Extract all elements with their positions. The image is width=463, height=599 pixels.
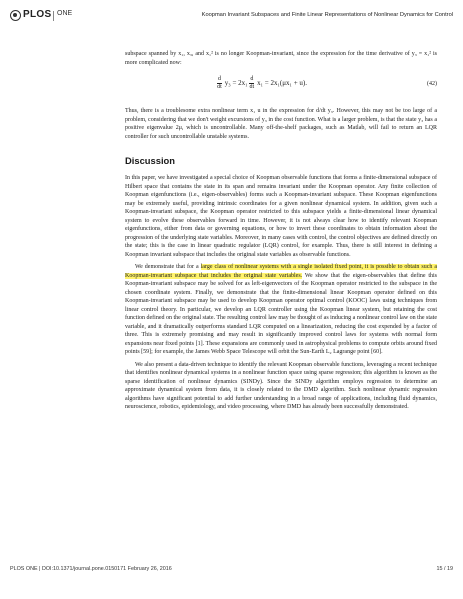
highlighted-text: large class of nonlinear systems with a single isolated fixed point, it is possible to obtain such a Koopman-invariant subspace that includes the original state variables. (125, 264, 437, 279)
footer-citation: PLOS ONE | DOI:10.1371/journal.pone.0150171 February 26, 2016 (10, 566, 172, 572)
article-body (125, 50, 437, 412)
derivative-operator-2: $\frac{d}{dt}$ (249, 76, 255, 90)
discussion-p2-lead: We demonstrate that for a (135, 264, 201, 270)
discussion-paragraph-1: In this paper, we have investigated a special choice of Koopman observable functions that forms a finite-dimensional subspace of Hilbert space that contains the state in its span and remains invariant under the Koopman operator. Any finite collection of Koopman eigenfunctions (i.e., eigen-observables) forms such a Koopman-invariant subspace. These Koopman eigenfunctions may be extremely useful, providing intrinsic coordinates for a given nonlinear dynamical system. In addition, given such a Koopman-invariant subspace, the Koopman operator restricted to this subspace yields a finite-dimensional linear dynamical system to evolve these observables forward in time. However, it is not always clear how to identify relevant Koopman eigenfunctions, either from data or governing equations, or how to invert these coordinates to obtain information about the progression of the underlying state variables. Moreover, in many cases with control, the control objectives are defined directly on the state; this is the case in linear quadratic regulator (LQR) control, for example. Thus, there is still interest in defining a Koopman invariant subspace that includes the original state variables as observable functions. (125, 175, 437, 258)
discussion-p2-rest: We show that the eigen-observables that define this Koopman-invariant subspace may be solved for as left-eigenvectors of the Koopman operator restricted to the subspace in the chosen coordinate system. Finally, we demonstrate that the finite-dimensional linear Koopman operator defined on this Koopman-invariant subspace may be used to develop Koopman operator optimal control (KOOC) laws using techniques from linear control theory. In particular, we develop an LQR controller using the Koopman linear system, but retaining the cost function defined on the original state. The resulting control law may be thought of as inducing a nonlinear control law on the state variable, and it dramatically outperforms standard LQR computed on a linearization, reducing the cost expended by a factor of three. This is extremely promising and may result in significantly improved control laws for systems with normal form expansions near fixed points [1]. These expansions are commonly used in astrophysical problems to compute orbits around fixed points [59]; for example, the James Webb Space Telescope will orbit the Sun-Earth L₂ Lagrange point [60]. (125, 272, 437, 355)
equation-42 (125, 73, 437, 103)
page-number: 15 / 19 (436, 566, 453, 572)
equation-body (217, 76, 307, 91)
discussion-paragraph-3: We also present a data-driven technique to identify the relevant Koopman observable functions, leveraging a recent technique that identifies nonlinear dynamical systems in a nonlinear function space using sparse regression; this algorithm is known as the sparse identification of nonlinear dynamics (SINDy). Since the SINDy algorithm employs regression to determine an approximate dynamical system from data, it is closely related to the DMD algorithm. Such nonlinear dynamic regression algorithms have significant potential to add further understanding in a broad range of applications, including fluid dynamics, neuroscience, robotics, epidemiology, and video processing, where DMD has already been successfully demonstrated. (125, 361, 437, 410)
derivative-operator: $\frac{d}{dt}$ (217, 76, 222, 90)
logo-divider (53, 11, 54, 21)
running-title: Koopman Invariant Subspaces and Finite Linear Representations of Nonlinear Dynamics for Control (201, 12, 453, 18)
plos-logo-icon (10, 10, 21, 21)
equation-lhs: y₃ = 2x₁ (224, 79, 248, 88)
journal-logo-text: PLOS (23, 9, 52, 20)
after-equation-paragraph: Thus, there is a troublesome extra nonlinear term x₁ u in the expression for d/dt y₃. However, this may not be too large of a problem, considering that we don't weight excursions of y₃ in the cost function. What is a larger problem, is that the state y₃ has a positive eigenvalue 2μ, which is uncontrollable. Many off-the-shelf packages, such as Matlab, will fail to return an LQR controller for such uncontrollable unstable systems. (125, 108, 437, 140)
equation-rhs: x₁ = 2x₁(μx₁ + u). (257, 79, 307, 88)
discussion-paragraph-2 (125, 263, 437, 357)
page-header (10, 10, 453, 24)
journal-logo-sub: ONE (57, 10, 73, 17)
section-heading: Discussion (125, 155, 176, 166)
page-footer (10, 566, 453, 576)
equation-number: (42) (427, 81, 437, 87)
intro-paragraph: subspace spanned by x₁, x₃, and x₁² is no longer Koopman-invariant, since the expression for the time derivative of y₃ = x₁² is more complicated now: (125, 51, 437, 66)
